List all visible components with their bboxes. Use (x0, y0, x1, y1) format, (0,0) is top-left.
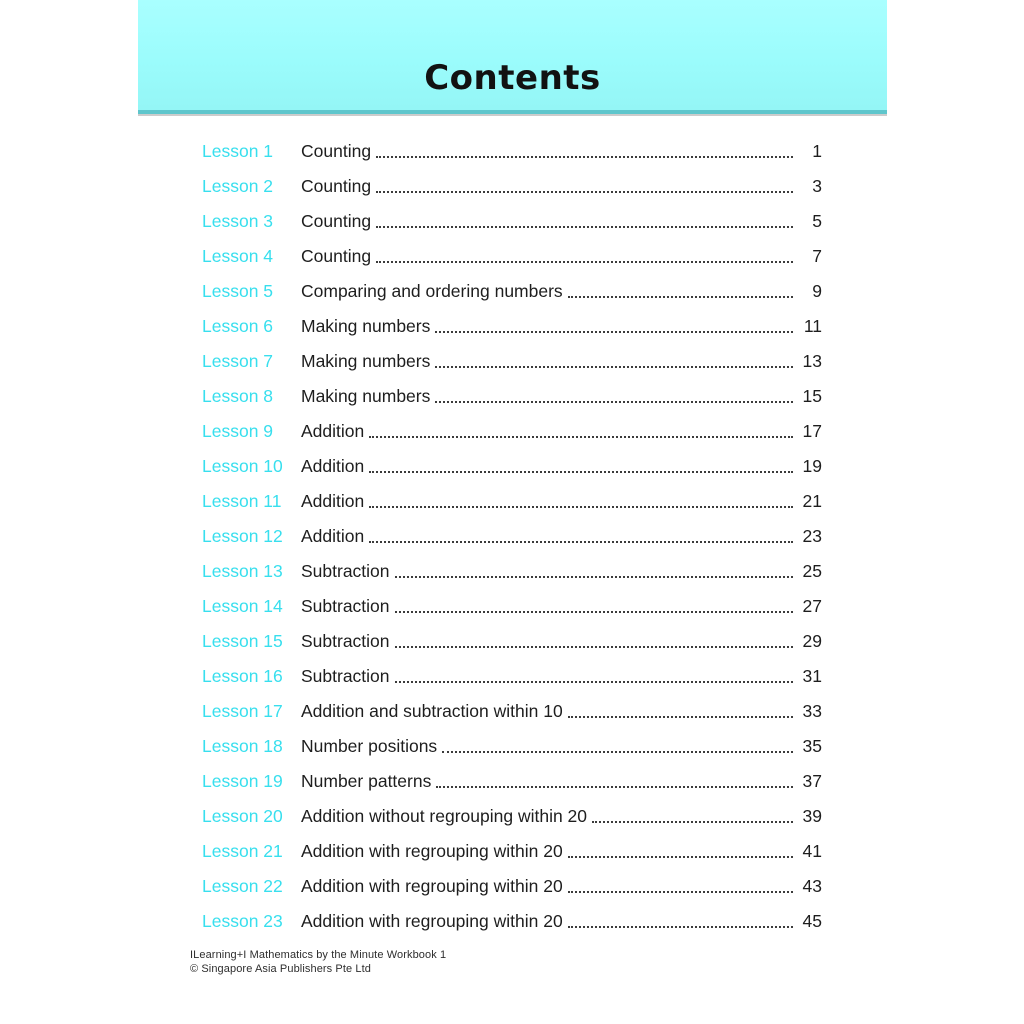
dot-leader (568, 876, 793, 893)
toc-title: Subtraction (301, 666, 390, 686)
toc-title: Making numbers (301, 351, 431, 371)
toc-row (202, 456, 822, 491)
toc-row (202, 561, 822, 596)
dot-leader (376, 176, 793, 193)
toc-row (202, 701, 822, 736)
toc-page-number: 39 (802, 806, 822, 826)
toc-page-number: 31 (802, 666, 822, 686)
toc-title: Addition without regrouping within 20 (301, 806, 588, 826)
toc-page-number: 21 (802, 491, 822, 511)
toc-row (202, 386, 822, 421)
toc-title: Making numbers (301, 386, 431, 406)
toc-title: Subtraction (301, 596, 390, 616)
toc-title: Counting (301, 176, 372, 196)
dot-leader (369, 491, 793, 508)
toc-page-number: 27 (802, 596, 822, 616)
toc-page-number: 3 (812, 176, 822, 196)
toc-title: Number positions (301, 736, 438, 756)
toc-row (202, 421, 822, 456)
toc-lesson-label: Lesson 10 (202, 456, 283, 476)
dot-leader (442, 736, 793, 753)
dot-leader (369, 456, 793, 473)
toc-title: Subtraction (301, 631, 390, 651)
toc-row (202, 631, 822, 666)
toc-row (202, 841, 822, 876)
dot-leader (568, 701, 793, 718)
toc-lesson-label: Lesson 18 (202, 736, 283, 756)
toc-title: Addition (301, 421, 365, 441)
table-of-contents (202, 141, 822, 946)
dot-leader (435, 386, 793, 403)
dot-leader (395, 596, 793, 613)
toc-page-number: 25 (802, 561, 822, 581)
toc-lesson-label: Lesson 8 (202, 386, 274, 406)
page-title: Contents (424, 58, 601, 98)
dot-leader (395, 561, 793, 578)
toc-lesson-label: Lesson 6 (202, 316, 274, 336)
toc-row (202, 526, 822, 561)
toc-lesson-label: Lesson 9 (202, 421, 274, 441)
toc-title: Subtraction (301, 561, 390, 581)
toc-row (202, 911, 822, 946)
toc-row (202, 666, 822, 701)
toc-page-number: 5 (812, 211, 822, 231)
toc-page-number: 29 (802, 631, 822, 651)
toc-title: Number patterns (301, 771, 432, 791)
toc-lesson-label: Lesson 14 (202, 596, 283, 616)
toc-row (202, 876, 822, 911)
toc-row (202, 141, 822, 176)
toc-page-number: 15 (802, 386, 822, 406)
toc-lesson-label: Lesson 20 (202, 806, 283, 826)
toc-page-number: 1 (812, 141, 822, 161)
dot-leader (435, 351, 793, 368)
dot-leader (592, 806, 793, 823)
toc-row (202, 246, 822, 281)
toc-lesson-label: Lesson 21 (202, 841, 283, 861)
toc-page-number: 9 (812, 281, 822, 301)
toc-row (202, 351, 822, 386)
dot-leader (568, 281, 793, 298)
header-band (138, 0, 887, 114)
footer-copyright: © Singapore Asia Publishers Pte Ltd (190, 962, 371, 975)
toc-lesson-label: Lesson 15 (202, 631, 283, 651)
toc-row (202, 491, 822, 526)
dot-leader (369, 526, 793, 543)
dot-leader (395, 631, 793, 648)
toc-title: Addition with regrouping within 20 (301, 841, 563, 861)
toc-page-number: 19 (802, 456, 822, 476)
toc-lesson-label: Lesson 22 (202, 876, 283, 896)
dot-leader (376, 246, 793, 263)
toc-title: Addition and subtraction within 10 (301, 701, 563, 721)
toc-page-number: 41 (802, 841, 822, 861)
toc-row (202, 211, 822, 246)
footer-book-title: ILearning+I Mathematics by the Minute Workbook 1 (190, 949, 447, 961)
toc-title: Addition (301, 456, 365, 476)
toc-title: Comparing and ordering numbers (301, 281, 563, 301)
toc-row (202, 281, 822, 316)
toc-row (202, 806, 822, 841)
toc-lesson-label: Lesson 7 (202, 351, 274, 371)
toc-title: Addition with regrouping within 20 (301, 876, 563, 896)
toc-lesson-label: Lesson 16 (202, 666, 283, 686)
toc-lesson-label: Lesson 23 (202, 911, 283, 931)
dot-leader (436, 771, 793, 788)
toc-title: Counting (301, 246, 372, 266)
toc-row (202, 771, 822, 806)
toc-lesson-label: Lesson 5 (202, 281, 274, 301)
toc-page-number: 11 (803, 316, 822, 336)
dot-leader (395, 666, 793, 683)
footer (190, 949, 446, 976)
dot-leader (369, 421, 793, 438)
toc-lesson-label: Lesson 19 (202, 771, 283, 791)
toc-lesson-label: Lesson 17 (202, 701, 283, 721)
toc-lesson-label: Lesson 4 (202, 246, 274, 266)
toc-page-number: 43 (802, 876, 822, 896)
toc-row (202, 736, 822, 771)
dot-leader (435, 316, 793, 333)
toc-page-number: 35 (802, 736, 822, 756)
toc-title: Making numbers (301, 316, 431, 336)
toc-row (202, 176, 822, 211)
toc-page-number: 33 (802, 701, 822, 721)
toc-title: Addition (301, 491, 365, 511)
toc-title: Counting (301, 141, 372, 161)
toc-row (202, 316, 822, 351)
toc-page-number: 13 (802, 351, 822, 371)
toc-lesson-label: Lesson 11 (202, 491, 282, 511)
dot-leader (568, 841, 793, 858)
toc-title: Addition (301, 526, 365, 546)
toc-page-number: 45 (802, 911, 822, 931)
dot-leader (376, 211, 793, 228)
toc-lesson-label: Lesson 13 (202, 561, 283, 581)
toc-title: Counting (301, 211, 372, 231)
toc-page-number: 23 (802, 526, 822, 546)
toc-title: Addition with regrouping within 20 (301, 911, 563, 931)
toc-lesson-label: Lesson 12 (202, 526, 283, 546)
toc-lesson-label: Lesson 1 (202, 141, 274, 161)
toc-lesson-label: Lesson 3 (202, 211, 274, 231)
toc-page-number: 7 (812, 246, 822, 266)
toc-page-number: 37 (802, 771, 822, 791)
toc-page-number: 17 (802, 421, 822, 441)
dot-leader (568, 911, 793, 928)
toc-row (202, 596, 822, 631)
toc-lesson-label: Lesson 2 (202, 176, 274, 196)
dot-leader (376, 141, 793, 158)
